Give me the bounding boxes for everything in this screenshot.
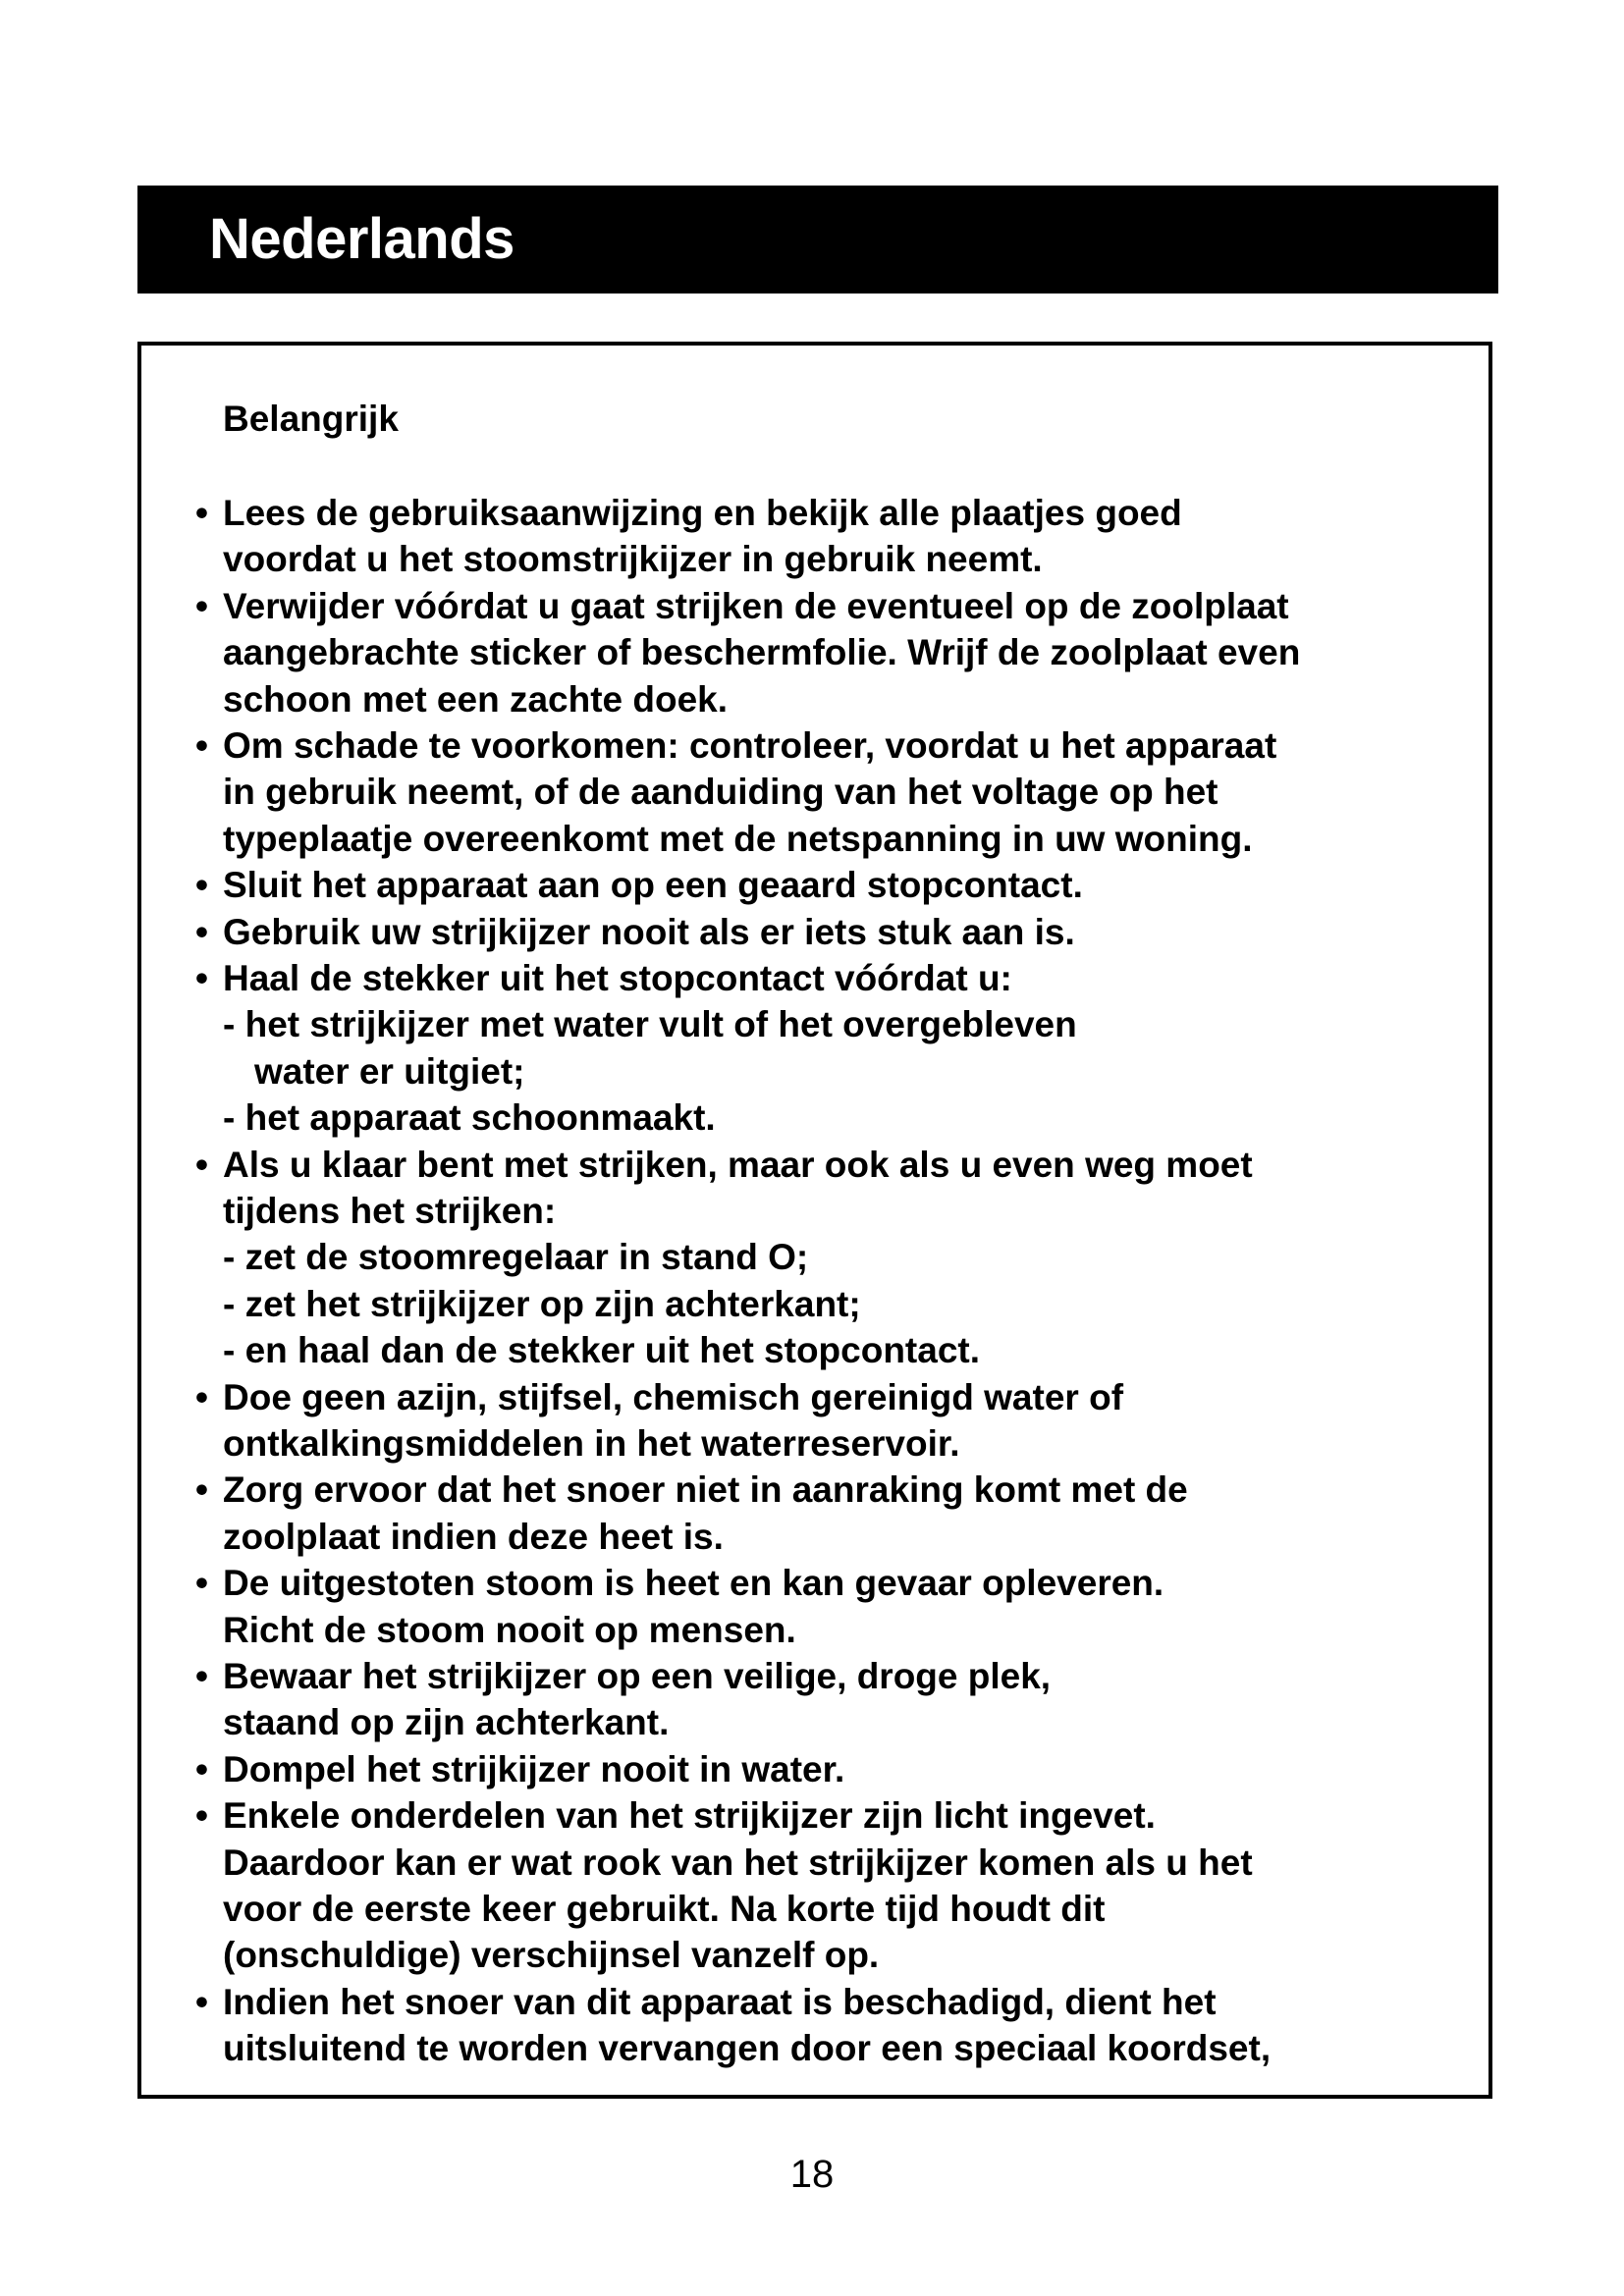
bullet-icon: • — [195, 911, 208, 952]
instruction-text: Verwijder vóórdat u gaat strijken de eventueel op de zoolplaat — [223, 585, 1289, 626]
instruction-text-continued: Richt de stoom nooit op mensen. — [223, 1609, 796, 1650]
instruction-text-continued: uitsluitend te worden vervangen door een speciaal koordset, — [223, 2028, 1272, 2069]
instruction-text-continued: - het strijkijzer met water vult of het overgebleven — [223, 1004, 1077, 1045]
instruction-text-continued: - zet het strijkijzer op zijn achterkant; — [223, 1283, 861, 1324]
page-number: 18 — [789, 2153, 835, 2196]
instruction-text-continued: - het apparaat schoonmaakt. — [223, 1097, 716, 1139]
instruction-text-continued: typeplaatje overeenkomt met de netspanning in uw woning. — [223, 818, 1253, 859]
instruction-text: Haal de stekker uit het stopcontact vóórdat u: — [223, 958, 1012, 998]
instruction-text: Gebruik uw strijkijzer nooit als er iets stuk aan is. — [223, 911, 1075, 952]
bullet-icon: • — [195, 585, 208, 626]
bullet-icon: • — [195, 725, 208, 766]
instruction-text: Bewaar het strijkijzer op een veilige, droge plek, — [223, 1656, 1052, 1696]
header-title: Nederlands — [209, 207, 514, 271]
bullet-icon: • — [195, 493, 208, 533]
instruction-text-continued: zoolplaat indien deze heet is. — [223, 1516, 724, 1557]
instruction-text: Om schade te voorkomen: controleer, voordat u het apparaat — [223, 725, 1277, 766]
instruction-text-continued: schoon met een zachte doek. — [223, 678, 729, 720]
bullet-icon: • — [195, 1469, 208, 1511]
instruction-text-continued: Daardoor kan er wat rook van het strijkijzer komen als u het — [223, 1842, 1253, 1883]
instruction-text-continued: staand op zijn achterkant. — [223, 1702, 670, 1743]
instruction-text-continued: voor de eerste keer gebruikt. Na korte tijd houdt dit — [223, 1889, 1106, 1929]
instruction-text-continued: (onschuldige) verschijnsel vanzelf op. — [223, 1935, 880, 1976]
bullet-icon: • — [195, 1981, 208, 2022]
instruction-text-continued: - en haal dan de stekker uit het stopcontact. — [223, 1330, 981, 1371]
bullet-icon: • — [195, 1795, 208, 1837]
bullet-icon: • — [195, 1748, 208, 1789]
instruction-text: De uitgestoten stoom is heet en kan gevaar opleveren. — [223, 1563, 1164, 1604]
bullet-icon: • — [195, 1144, 208, 1185]
instruction-text: Doe geen azijn, stijfsel, chemisch gereinigd water of — [223, 1376, 1124, 1417]
instruction-text: Zorg ervoor dat het snoer niet in aanraking komt met de — [223, 1469, 1188, 1511]
language-header — [137, 186, 1498, 294]
bullet-icon: • — [195, 865, 208, 906]
instruction-text-continued: tijdens het strijken: — [223, 1191, 557, 1231]
instruction-text: Indien het snoer van dit apparaat is beschadigd, dient het — [223, 1981, 1217, 2022]
bullet-icon: • — [195, 1376, 208, 1417]
instruction-text: Lees de gebruiksaanwijzing en bekijk alle plaatjes goed — [223, 493, 1182, 533]
instruction-text-continued: - zet de stoomregelaar in stand O; — [223, 1237, 809, 1278]
important-notice-box — [137, 342, 1492, 2099]
bullet-icon: • — [195, 958, 208, 998]
instruction-text-continued: voordat u het stoomstrijkijzer in gebruik neemt. — [223, 539, 1043, 580]
instruction-text-continued: aangebrachte sticker of beschermfolie. Wrijf de zoolplaat even — [223, 632, 1301, 673]
instruction-text: Dompel het strijkijzer nooit in water. — [223, 1748, 845, 1789]
bullet-icon: • — [195, 1656, 208, 1696]
instruction-text: Als u klaar bent met strijken, maar ook als u even weg moet — [223, 1144, 1253, 1185]
section-title: Belangrijk — [223, 399, 399, 439]
instruction-text: Enkele onderdelen van het strijkijzer zijn licht ingevet. — [223, 1795, 1156, 1837]
instruction-text: Sluit het apparaat aan op een geaard stopcontact. — [223, 865, 1083, 906]
instruction-text-continued: in gebruik neemt, of de aanduiding van het voltage op het — [223, 772, 1218, 813]
instruction-text-continued: water er uitgiet; — [254, 1050, 525, 1092]
bullet-icon: • — [195, 1563, 208, 1604]
instruction-text-continued: ontkalkingsmiddelen in het waterreservoir. — [223, 1423, 960, 1464]
